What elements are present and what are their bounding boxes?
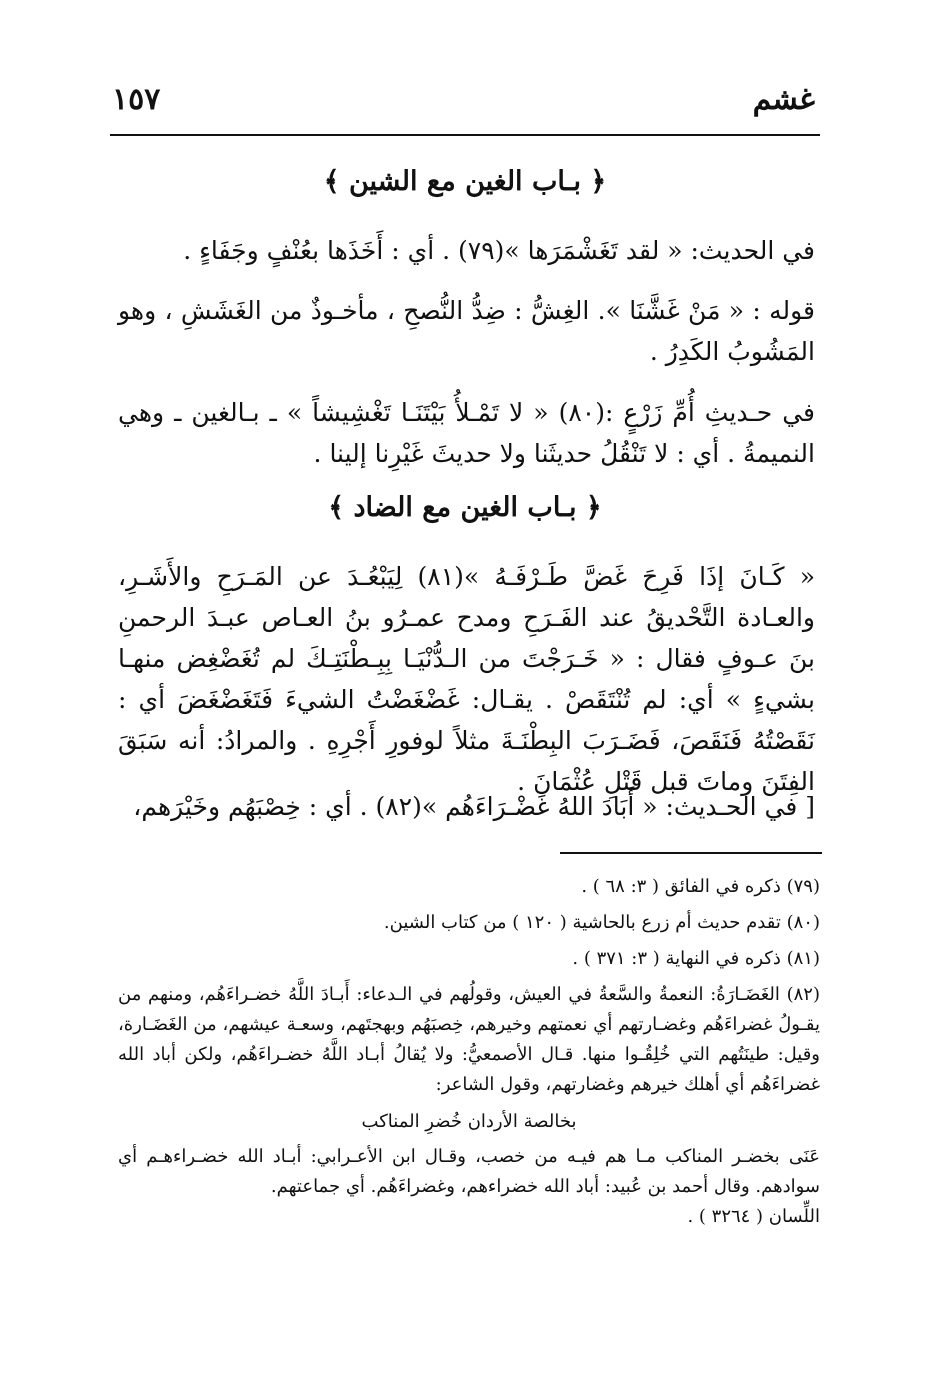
section-title-ghain-dad: ﴿ بـاب الغين مع الضاد ﴾: [328, 492, 602, 523]
footnote-80: (٨٠) تقدم حديث أم زرع بالحاشية ( ١٢٠ ) من كتاب الشين.: [383, 912, 820, 933]
header-rule: [110, 134, 820, 136]
footnotes: [118, 872, 820, 1238]
paragraph: قوله : « مَنْ غَشَّنَا ». الغِشُّ : ضِدُّ النُّصحِ ، مأخـوذٌ من الغَشَشِ ، وهو المَشُوبُ الكَدِرُ .: [118, 296, 815, 366]
paragraph: في الحديث: « لقد تَغَشْمَرَها »(٧٩) . أي : أَخَذَها بعُنْفٍ وجَفَاءٍ .: [183, 236, 815, 265]
page-number: ١٥٧: [112, 82, 161, 117]
poetry-verse: بخالصة الأردان خُضرِ المناكب: [361, 1111, 577, 1132]
footnote-source: اللِّسان ( ٣٢٦٤ ) .: [687, 1206, 820, 1227]
paragraph: في حـديثِ أُمِّ زَرْعٍ :(٨٠) « لا تَمْـلأُ بَيْتَنَـا تَغْشِيشاً » ـ بـالغين ـ وهي النميمةُ . أي : لا تَنْقُلُ حديثَنا ولا حديثَ غَيْرِنا إلينا .: [118, 398, 815, 468]
section-title-ghain-shin: ﴿ بـاب الغين مع الشين ﴾: [323, 166, 607, 197]
footnote-82: (٨٢) الغَضَـارَةُ: النعمةُ والسَّعةُ في العيش، وقولُهم في الـدعاء: أَبـادَ اللَّهُ خضـراءَهُم، ومنهم من يقـولُ غضراءَهُم وغضـارتهم أي نعمتهم وخيرهم، خِصبَهُم وبهجتَهم، وسعـة عيشهم، من الغَضَـارة، وقيل: طينَتُهم التي خُلِقُـوا منها. قـال الأصمعيُّ: ولا يُقالُ أبـاد اللَّهُ خضـراءَهُم، ولكن أباد الله غضراءَهُم أي أهلك خيرهم وغضارتهم، وقول الشاعر:: [118, 984, 820, 1095]
footnote-79: (٧٩) ذكره في الفائق ( ٣: ٦٨ ) .: [581, 876, 820, 897]
footnote-rule: [560, 852, 822, 854]
paragraph: « كَـانَ إذَا فَرِحَ غَضَّ طَـرْفَـهُ »(٨١) لِيَبْعُـدَ عن المَـرَحِ والأَشَـرِ، والعـادة التَّحْديقُ عند الفَـرَحِ ومدح عمـرُو بنُ العـاص عبـدَ الرحمنِ بنَ عـوفٍ فقال : « خَـرَجْتَ من الـدُّنْيَـا بِبِـطْنَتِـكَ لم تُغَضْغِض منهـا بشيءٍ » أي: لم تُنْتَقَصْ . يقـال: غَضْغَضْتُ الشيءَ فَتَغَضْغَضَ أي : نَقَصْتُهُ فَنَقَصَ، فَضَـرَبَ البِطْنَـةَ مثلاً لوفورِ أَجْرِهِ . والمرادُ: أنه سَبَقَ الفِتَنَ وماتَ قبل قَتْلِ عُثْمَانَ .: [118, 562, 816, 796]
page-header-word: غشم: [752, 82, 815, 117]
footnote-81: (٨١) ذكره في النهاية ( ٣: ٣٧١ ) .: [572, 948, 820, 969]
paragraph: [ في الحـديث: « أَبَادَ اللهُ غَضْـرَاءَهُم »(٨٢) . أي : خِصْبَهُم وخَيْرَهم،: [133, 792, 815, 821]
footnote-82-continuation: عَنَى بخضـر المناكب مـا هم فيـه من خصب، وقـال ابن الأعـرابي: أبـاد الله خضـراءهـم أي سوادهم. وقال أحمد بن عُبيد: أباد الله خضراءهم، وغضراءَهُم. أي جماعتهم.: [118, 1146, 820, 1197]
